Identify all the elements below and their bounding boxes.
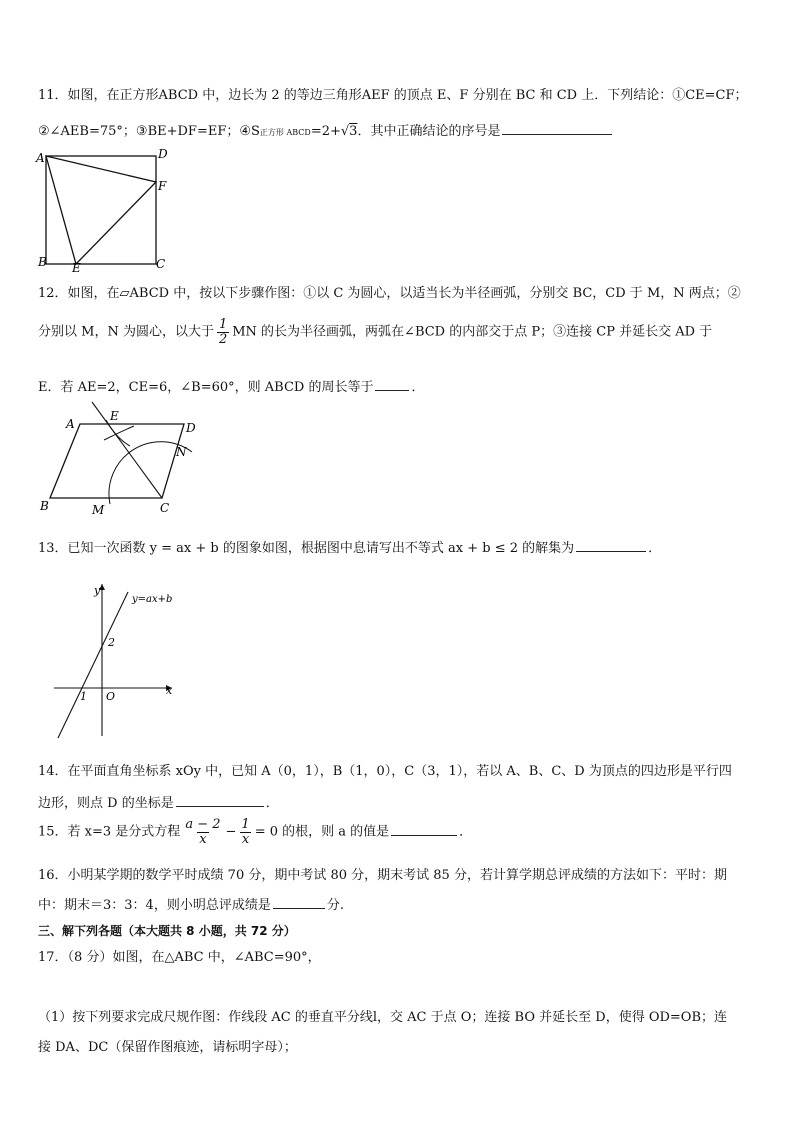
label-a: A xyxy=(66,417,75,431)
q13-period: ． xyxy=(648,541,662,556)
q13-text: 13．已知一次函数 y = ax + b 的图象如图，根据图中息请写出不等式 ax + b ≤ 2 的解集为 xyxy=(38,541,575,556)
q15-line xyxy=(38,818,472,846)
q12-period: ． xyxy=(411,380,425,395)
q15-text-b: = 0 的根，则 a 的值是 xyxy=(254,824,390,840)
q16-unit: 分. xyxy=(326,898,344,913)
q16-text: 中：期末＝3：3：4，则小明总评成绩是 xyxy=(38,898,271,913)
q11-text-c: ．其中正确结论的序号是 xyxy=(357,124,501,139)
triangle-aef xyxy=(46,156,156,264)
q17-line2: （1）按下列要求完成尺规作图：作线段 AC 的垂直平分线l，交 AC 于点 O；连接 BO 并延长至 D，使得 OD=OB；连 xyxy=(38,1010,728,1025)
label-b: B xyxy=(40,499,49,513)
q16-line2 xyxy=(38,894,344,913)
label-c: C xyxy=(160,501,170,515)
q15-minus: − xyxy=(225,824,237,840)
section-title: 三、解下列各题（本大题共 8 小题，共 72 分） xyxy=(38,924,296,938)
q12-frac-num: 1 xyxy=(218,317,228,332)
q15-period: ． xyxy=(459,824,473,840)
q16-line1: 16．小明某学期的数学平时成绩 70 分，期中考试 80 分，期末考试 85 分，若计算学期总评成绩的方法如下：平时：期 xyxy=(38,868,727,883)
q12-line2 xyxy=(38,318,712,346)
q11-line1: 11．如图，在正方形ABCD 中，边长为 2 的等边三角形AEF 的顶点 E、F 分别在 BC 和 CD 上．下列结论：①CE=CF； xyxy=(38,88,748,103)
label-b: B xyxy=(38,255,47,269)
q15-frac1-num: a − 2 xyxy=(185,817,221,832)
q15-answer-blank[interactable] xyxy=(391,834,457,836)
q17-line1: 17．（8 分）如图，在△ABC 中，∠ABC=90°， xyxy=(38,950,321,965)
q12-frac-den: 2 xyxy=(218,331,228,347)
q11-answer-blank[interactable] xyxy=(502,133,612,135)
x-label: x xyxy=(166,684,173,697)
function-line xyxy=(58,592,128,738)
q14-answer-blank[interactable] xyxy=(176,805,264,807)
q11-square-figure xyxy=(34,144,174,274)
x-tick-label: 1 xyxy=(80,690,87,703)
q15-frac2-den: x xyxy=(241,831,250,847)
q14-line1: 14．在平面直角坐标系 xOy 中，已知 A（0，1），B（1，0），C（3，1），若以 A、B、C、D 为顶点的四边形是平行四 xyxy=(38,764,732,779)
q11-sqrt-value: 3 xyxy=(349,124,358,139)
q11-text-b: =2+ xyxy=(310,124,341,139)
q15-fraction-1 xyxy=(183,818,222,846)
q12-fraction xyxy=(217,318,229,346)
q15-frac2-num: 1 xyxy=(241,817,250,832)
q14-line2 xyxy=(38,792,279,811)
q12-parallelogram-figure xyxy=(34,400,224,520)
label-f: F xyxy=(158,179,167,193)
label-m: M xyxy=(92,503,105,517)
q13-line xyxy=(38,537,661,556)
q12-text-c: E．若 AE=2，CE=6，∠B=60°，则 ABCD 的周长等于 xyxy=(38,380,374,395)
origin-label: O xyxy=(106,690,116,703)
q12-answer-blank[interactable] xyxy=(375,389,409,391)
label-n: N xyxy=(176,445,187,459)
q13-graph xyxy=(48,576,188,742)
line-ce xyxy=(92,402,162,498)
q12-text-b: MN 的长为半径画弧，两弧在∠BCD 的内部交于点 P；③连接 CP 并延长交 AD 于 xyxy=(232,324,713,340)
label-c: C xyxy=(156,257,166,271)
square-abcd xyxy=(46,156,156,264)
q13-answer-blank[interactable] xyxy=(576,550,646,552)
label-a: A xyxy=(36,151,45,165)
q14-text: 边形，则点 D 的坐标是 xyxy=(38,796,174,811)
label-d: D xyxy=(158,147,168,161)
label-e: E xyxy=(110,409,119,423)
y-tick-label: 2 xyxy=(108,636,115,649)
q14-period: ． xyxy=(265,796,279,811)
function-label: y=ax+b xyxy=(132,594,173,605)
q12-line3 xyxy=(38,376,424,395)
label-d: D xyxy=(186,421,196,435)
q11-text-a: ②∠AEB=75°；③BE+DF=EF；④S xyxy=(38,124,260,139)
q15-text-a: 15．若 x=3 是分式方程 xyxy=(38,824,181,840)
q11-subscript: 正方形 ABCD xyxy=(259,128,311,137)
y-label: y xyxy=(94,584,101,597)
q17-line3: 接 DA、DC（保留作图痕迹，请标明字母）； xyxy=(38,1040,297,1055)
q11-line2: ②∠AEB=75°；③BE+DF=EF；④S正方形 ABCD=2+√3．其中正确结论的序号是 xyxy=(38,120,614,139)
q15-frac1-den: x xyxy=(199,831,207,847)
q16-answer-blank[interactable] xyxy=(273,907,325,909)
q12-text-a: 分别以 M，N 为圆心，以大于 xyxy=(38,324,214,340)
label-e: E xyxy=(72,261,81,274)
q12-line1: 12．如图，在▱ABCD 中，按以下步骤作图：①以 C 为圆心，以适当长为半径画弧，分别交 BC，CD 于 M，N 两点；② xyxy=(38,286,741,301)
q15-fraction-2 xyxy=(239,818,251,846)
